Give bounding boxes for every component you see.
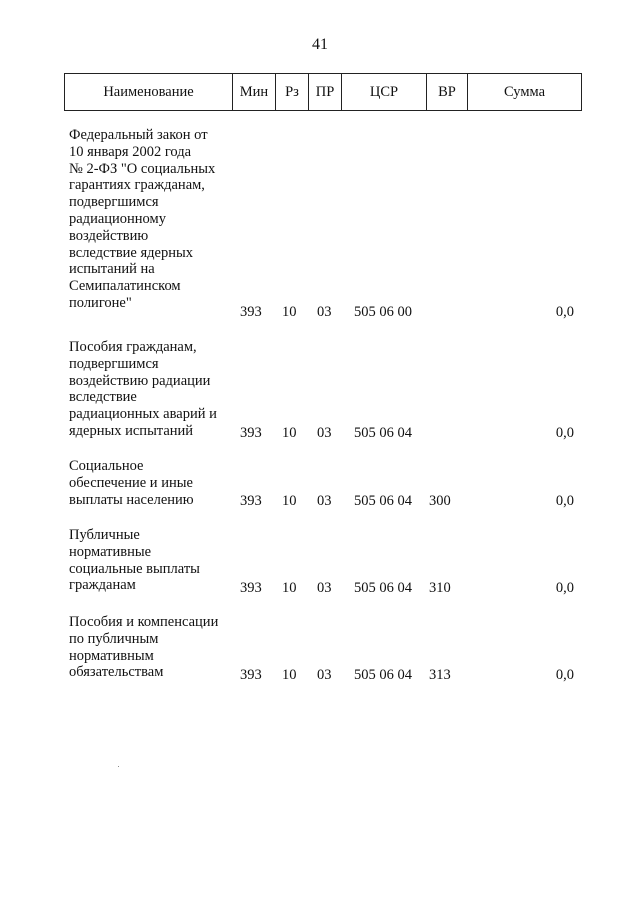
row-min: 393 bbox=[240, 304, 262, 321]
row-pr: 03 bbox=[317, 667, 332, 684]
row-sum: 0,0 bbox=[555, 580, 574, 597]
row-pr: 03 bbox=[317, 304, 332, 321]
row-min: 393 bbox=[240, 425, 262, 442]
row-rz: 10 bbox=[282, 493, 297, 510]
row-csr: 505 06 04 bbox=[354, 493, 412, 510]
row-sum: 0,0 bbox=[555, 493, 574, 510]
header-csr: ЦСР bbox=[342, 74, 427, 110]
header-min: Мин bbox=[233, 74, 276, 110]
header-sum: Сумма bbox=[503, 84, 546, 100]
row-rz: 10 bbox=[282, 667, 297, 684]
table-row bbox=[0, 614, 640, 684]
header-rz: Рз bbox=[276, 74, 309, 110]
row-rz: 10 bbox=[282, 425, 297, 442]
table-row bbox=[0, 339, 640, 442]
row-pr: 03 bbox=[317, 493, 332, 510]
header-vr: ВР bbox=[427, 74, 468, 110]
row-name: Пособия и компенсации по публичным нормативным обязательствам bbox=[69, 614, 219, 681]
table-row bbox=[0, 458, 640, 510]
row-min: 393 bbox=[240, 667, 262, 684]
row-rz: 10 bbox=[282, 580, 297, 597]
header-pr: ПР bbox=[309, 74, 342, 110]
scan-speck bbox=[118, 766, 119, 767]
row-name: Социальное обеспечение и иные выплаты населению bbox=[69, 458, 194, 508]
row-vr: 300 bbox=[429, 493, 451, 510]
table-header bbox=[64, 73, 582, 111]
row-csr: 505 06 04 bbox=[354, 667, 412, 684]
row-name: Федеральный закон от 10 января 2002 года № 2-ФЗ "О социальных гарантиях гражданам, подвергшимся радиационному воздействию вследствие ядерных испытаний на Семипалатинском полигоне" bbox=[69, 127, 216, 311]
table-row bbox=[0, 527, 640, 597]
row-min: 393 bbox=[240, 493, 262, 510]
header-name: Наименование bbox=[65, 74, 233, 110]
row-pr: 03 bbox=[317, 580, 332, 597]
row-vr: 313 bbox=[429, 667, 451, 684]
row-pr: 03 bbox=[317, 425, 332, 442]
row-rz: 10 bbox=[282, 304, 297, 321]
row-name: Публичные нормативные социальные выплаты гражданам bbox=[69, 527, 200, 594]
row-min: 393 bbox=[240, 580, 262, 597]
row-sum: 0,0 bbox=[555, 304, 574, 321]
row-vr: 310 bbox=[429, 580, 451, 597]
row-csr: 505 06 04 bbox=[354, 580, 412, 597]
row-sum: 0,0 bbox=[555, 667, 574, 684]
row-name: Пособия гражданам, подвергшимся воздействию радиации вследствие радиационных аварий и ядерных испытаний bbox=[69, 339, 217, 439]
row-sum: 0,0 bbox=[555, 425, 574, 442]
row-csr: 505 06 04 bbox=[354, 425, 412, 442]
table-row bbox=[0, 127, 640, 321]
page-number: 41 bbox=[312, 36, 328, 53]
row-csr: 505 06 00 bbox=[354, 304, 412, 321]
